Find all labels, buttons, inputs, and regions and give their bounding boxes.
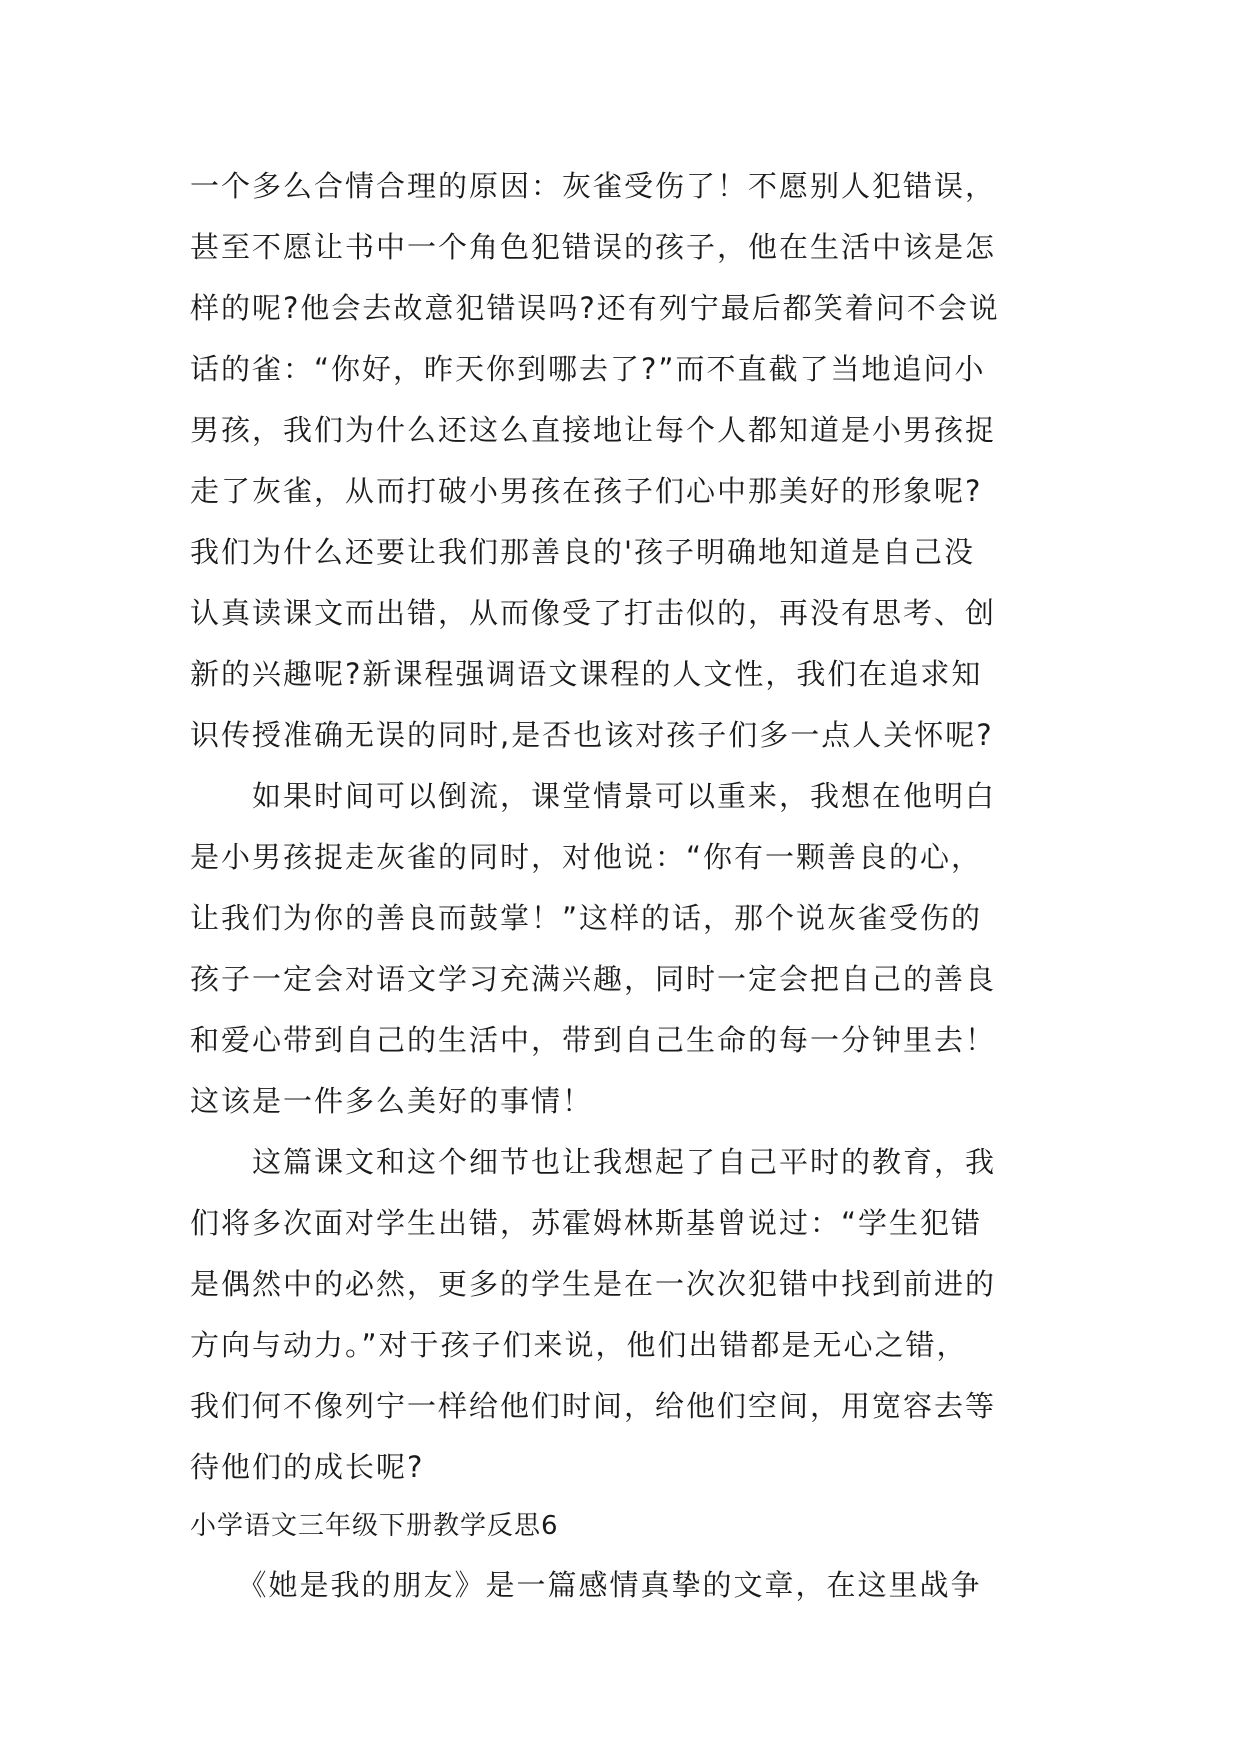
- text-line: 孩子一定会对语文学习充满兴趣，同时一定会把自己的善良: [190, 962, 997, 996]
- text-line: 我们为什么还要让我们那善良的'孩子明确地知道是自己没: [190, 535, 975, 569]
- text-line: 是小男孩捉走灰雀的同时，对他说：“你有一颗善良的心，: [190, 840, 983, 874]
- text-line: 认真读课文而出错，从而像受了打击似的，再没有思考、创: [190, 596, 997, 630]
- text-line: 样的呢?他会去故意犯错误吗?还有列宁最后都笑着问不会说: [190, 291, 1000, 325]
- text-line: 待他们的成长呢?: [190, 1450, 425, 1484]
- text-line: 是偶然中的必然，更多的学生是在一次次犯错中找到前进的: [190, 1267, 997, 1301]
- text-line: 《她是我的朋友》是一篇感情真挚的文章，在这里战争: [190, 1568, 982, 1602]
- text-line: 这该是一件多么美好的事情！: [190, 1084, 594, 1118]
- text-line: 让我们为你的善良而鼓掌！”这样的话，那个说灰雀受伤的: [190, 901, 983, 935]
- text-line: 走了灰雀，从而打破小男孩在孩子们心中那美好的形象呢?: [190, 474, 983, 508]
- text-line: 如果时间可以倒流，课堂情景可以重来，我想在他明白: [190, 779, 997, 813]
- text-line: 方向与动力。”对于孩子们来说，他们出错都是无心之错，: [190, 1328, 968, 1362]
- text-line: 们将多次面对学生出错，苏霍姆林斯基曾说过：“学生犯错: [190, 1206, 983, 1240]
- text-line: 我们何不像列宁一样给他们时间，给他们空间，用宽容去等: [190, 1389, 997, 1423]
- text-line: 新的兴趣呢?新课程强调语文课程的人文性，我们在追求知: [190, 657, 983, 691]
- text-line: 一个多么合情合理的原因：灰雀受伤了！不愿别人犯错误，: [190, 169, 997, 203]
- text-line: 识传授准确无误的同时,是否也该对孩子们多一点人关怀呢?: [190, 718, 994, 752]
- document-body: [190, 156, 1050, 1616]
- text-line: 话的雀：“你好，昨天你到哪去了?”而不直截了当地追问小: [190, 352, 986, 386]
- text-line: 这篇课文和这个细节也让我想起了自己平时的教育，我: [190, 1145, 997, 1179]
- text-line: 甚至不愿让书中一个角色犯错误的孩子，他在生活中该是怎: [190, 230, 997, 264]
- text-line: 男孩，我们为什么还这么直接地让每个人都知道是小男孩捉: [190, 413, 997, 447]
- text-line: 和爱心带到自己的生活中，带到自己生命的每一分钟里去！: [190, 1023, 997, 1057]
- section-heading: 小学语文三年级下册教学反思6: [190, 1511, 559, 1541]
